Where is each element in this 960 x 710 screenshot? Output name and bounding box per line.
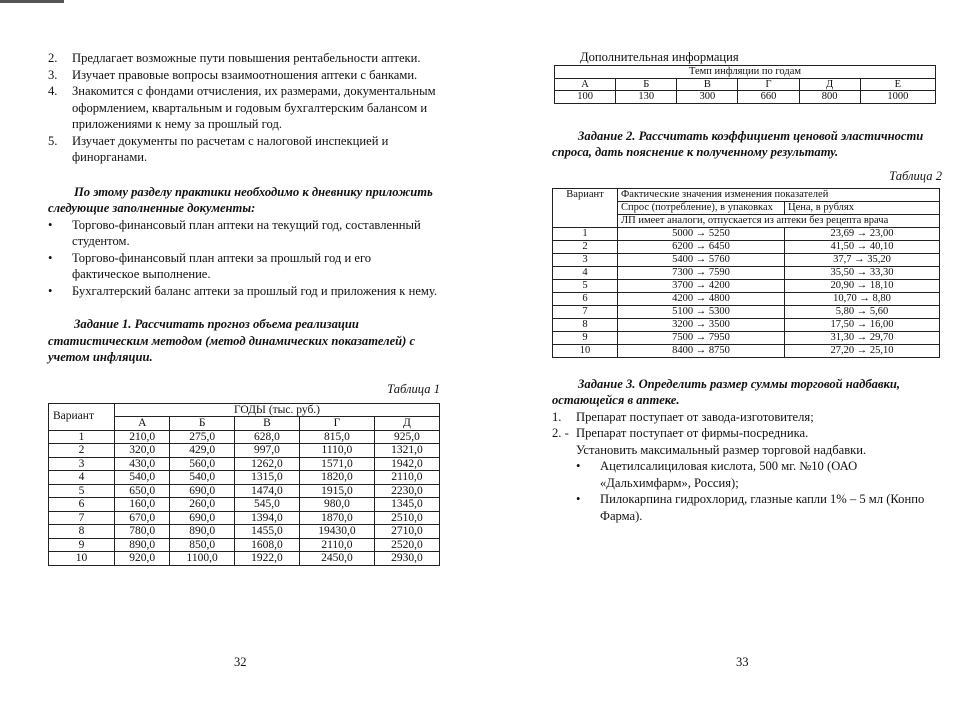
table2-variant-cell: 9 <box>553 331 618 344</box>
list-item <box>48 133 440 166</box>
table2-variant-cell: 7 <box>553 305 618 318</box>
table1-cell: 1321,0 <box>374 444 439 458</box>
table1-caption: Таблица 1 <box>387 381 440 396</box>
table1-cell: 1820,0 <box>300 471 375 485</box>
table2-demand-cell: 8400 → 8750 <box>618 344 785 357</box>
bullet-text: Торгово-финансовый план аптеки за прошлый год и его фактическое выполнение. <box>72 250 372 281</box>
table2-variant-cell: 10 <box>553 344 618 357</box>
inflation-value: 100 <box>555 91 616 104</box>
table1-cell: 650,0 <box>115 484 170 498</box>
table1-cell: 1870,0 <box>300 511 375 525</box>
table2-demand-cell: 3700 → 4200 <box>618 279 785 292</box>
list-item-number: 5. <box>48 133 58 148</box>
list-item <box>48 67 440 84</box>
table1-cell: 1942,0 <box>374 457 439 471</box>
inflation-value: 1000 <box>860 91 935 104</box>
list-item <box>552 425 942 442</box>
table-row <box>553 331 940 344</box>
table1-variant-cell: 3 <box>49 457 115 471</box>
table1-variant-cell: 2 <box>49 444 115 458</box>
table1-column-header: Б <box>170 417 234 431</box>
table-row <box>49 525 440 539</box>
task1-heading: Задание 1. Рассчитать прогноз объема реализации статистическим методом (метод динамических показателей) с учетом инфляции. <box>48 317 416 364</box>
table1-cell: 690,0 <box>170 484 234 498</box>
table2-variant-cell: 4 <box>553 266 618 279</box>
table-row <box>49 444 440 458</box>
table2-price-cell: 23,69 → 23,00 <box>785 227 940 240</box>
list-item-text: Знакомится с фондами отчисления, их размерами, документальным оформлением, квартальным и годовым бухгалтерским балансом и приложениями к нему за прошлый год. <box>72 84 436 131</box>
bullet-text: Торгово-финансовый план аптеки на текущий год, составленный студентом. <box>72 217 421 248</box>
table1-cell: 430,0 <box>115 457 170 471</box>
table1-cell: 1474,0 <box>234 484 299 498</box>
list-item <box>48 50 440 67</box>
table1-variant-header: Вариант <box>49 403 115 430</box>
table1-cell: 1100,0 <box>170 552 234 566</box>
list-item-text: Предлагает возможные пути повышения рентабельности аптеки. <box>72 51 421 65</box>
table1-cell: 545,0 <box>234 498 299 512</box>
table2-demand-cell: 4200 → 4800 <box>618 292 785 305</box>
table2-price-cell: 37,7 → 35,20 <box>785 253 940 266</box>
table-row <box>49 498 440 512</box>
table2-variant-cell: 2 <box>553 240 618 253</box>
section-heading: По этому разделу практики необходимо к дневнику приложить следующие заполненные документы: <box>48 184 433 215</box>
inflation-column-header: В <box>677 78 738 91</box>
list-item <box>552 409 942 426</box>
table1-variant-cell: 10 <box>49 552 115 566</box>
table1-variant-cell: 9 <box>49 538 115 552</box>
table-row <box>49 484 440 498</box>
table1-cell: 920,0 <box>115 552 170 566</box>
table1-cell: 2930,0 <box>374 552 439 566</box>
table2-demand-cell: 7300 → 7590 <box>618 266 785 279</box>
table2-demand-cell: 5400 → 5760 <box>618 253 785 266</box>
table1-cell: 275,0 <box>170 430 234 444</box>
list-item-number: 3. <box>48 67 58 82</box>
table2-note-row: ЛП имеет аналоги, отпускается из аптеки без рецепта врача <box>618 214 940 227</box>
table1-cell: 670,0 <box>115 511 170 525</box>
table2-price-cell: 41,50 → 40,10 <box>785 240 940 253</box>
table1-column-header: А <box>115 417 170 431</box>
table2-price-header: Цена, в рублях <box>785 201 940 214</box>
table2-price-cell: 10,70 → 8,80 <box>785 292 940 305</box>
table2-price-cell: 5,80 → 5,60 <box>785 305 940 318</box>
task2-heading: Задание 2. Рассчитать коэффициент ценовой эластичности спроса, дать пояснение к полученному результату. <box>552 128 924 159</box>
inflation-value: 800 <box>799 91 860 104</box>
table1-cell: 925,0 <box>374 430 439 444</box>
table1-cell: 320,0 <box>115 444 170 458</box>
table-row <box>553 318 940 331</box>
inflation-table <box>554 65 936 104</box>
bullet-item <box>48 217 440 250</box>
table1-cell: 2510,0 <box>374 511 439 525</box>
table1-variant-cell: 5 <box>49 484 115 498</box>
table2-price-cell: 31,30 → 29,70 <box>785 331 940 344</box>
table2-variant-cell: 8 <box>553 318 618 331</box>
table2-demand-cell: 6200 → 6450 <box>618 240 785 253</box>
inflation-column-header: Д <box>799 78 860 91</box>
bullet-text: Пилокарпина гидрохлорид, глазные капли 1% – 5 мл (Конпо Фарма). <box>600 492 925 523</box>
inflation-column-header: Г <box>738 78 799 91</box>
table2-variant-header: Вариант <box>553 188 618 227</box>
page-number-left: 32 <box>234 655 247 669</box>
task3-instruction: Установить максимальный размер торговой надбавки. <box>576 442 867 457</box>
table-row <box>553 344 940 357</box>
list-item-text: Изучает правовые вопросы взаимоотношения аптеки с банками. <box>72 67 418 82</box>
left-page <box>48 0 440 710</box>
table2-demand-header: Спрос (потребление), в упаковках <box>618 201 785 214</box>
list-item-text: Изучает документы по расчетам с налоговой инспекцией и финорганами. <box>72 133 389 164</box>
bullet-icon: • <box>576 459 581 473</box>
table1-cell: 160,0 <box>115 498 170 512</box>
list-item-text: Препарат поступает от фирмы-посредника. <box>576 426 809 440</box>
table1-cell: 260,0 <box>170 498 234 512</box>
table1-cell: 210,0 <box>115 430 170 444</box>
table2-price-cell: 17,50 → 16,00 <box>785 318 940 331</box>
bullet-item <box>576 491 942 524</box>
table1-cell: 628,0 <box>234 430 299 444</box>
table1-variant-cell: 6 <box>49 498 115 512</box>
table-row <box>49 430 440 444</box>
inflation-value: 660 <box>738 91 799 104</box>
table1-cell: 850,0 <box>170 538 234 552</box>
page-number-right: 33 <box>736 655 749 669</box>
table2-caption: Таблица 2 <box>889 168 942 183</box>
bullet-text: Ацетилсалициловая кислота, 500 мг. №10 (ОАО «Дальхимфарм», Россия); <box>600 459 858 490</box>
table1-cell: 2520,0 <box>374 538 439 552</box>
table-row <box>49 552 440 566</box>
table2-variant-cell: 6 <box>553 292 618 305</box>
table-row <box>49 511 440 525</box>
list-item-number: 4. <box>48 84 58 98</box>
table-row <box>553 227 940 240</box>
right-page <box>552 0 942 710</box>
table1-cell: 2710,0 <box>374 525 439 539</box>
inflation-column-header: А <box>555 78 616 91</box>
table2-demand-cell: 7500 → 7950 <box>618 331 785 344</box>
bullet-icon: • <box>48 283 53 298</box>
numbered-list <box>48 50 440 166</box>
task3-heading: Задание 3. Определить размер суммы торговой надбавки, остающейся в аптеке. <box>552 376 901 407</box>
table-row <box>553 305 940 318</box>
table1-variant-cell: 1 <box>49 430 115 444</box>
table1-cell: 780,0 <box>115 525 170 539</box>
table1-cell: 429,0 <box>170 444 234 458</box>
table1-variant-cell: 8 <box>49 525 115 539</box>
table1-cell: 1455,0 <box>234 525 299 539</box>
table1-cell: 980,0 <box>300 498 375 512</box>
table1-cell: 540,0 <box>170 471 234 485</box>
table2 <box>552 188 940 358</box>
table1-cell: 2450,0 <box>300 552 375 566</box>
table1-cell: 1110,0 <box>300 444 375 458</box>
table2-price-cell: 27,20 → 25,10 <box>785 344 940 357</box>
table1-cell: 2230,0 <box>374 484 439 498</box>
bullet-text: Бухгалтерский баланс аптеки за прошлый год и приложения к нему. <box>72 283 438 298</box>
table2-demand-cell: 5000 → 5250 <box>618 227 785 240</box>
table1-cell: 1345,0 <box>374 498 439 512</box>
table2-price-cell: 20,90 → 18,10 <box>785 279 940 292</box>
table1-cell: 1262,0 <box>234 457 299 471</box>
table-row <box>49 471 440 485</box>
table-row <box>553 279 940 292</box>
table1-cell: 690,0 <box>170 511 234 525</box>
table1-column-header: Г <box>300 417 375 431</box>
task3-list <box>552 409 942 442</box>
table1-cell: 997,0 <box>234 444 299 458</box>
table2-demand-cell: 3200 → 3500 <box>618 318 785 331</box>
table2-variant-cell: 1 <box>553 227 618 240</box>
list-item-text: Препарат поступает от завода-изготовителя; <box>576 409 814 424</box>
table-row <box>49 457 440 471</box>
bullet-item <box>48 250 440 283</box>
list-item <box>48 83 440 133</box>
table1-cell: 815,0 <box>300 430 375 444</box>
table1-cell: 1922,0 <box>234 552 299 566</box>
info-title: Дополнительная информация <box>580 50 739 64</box>
inflation-column-header: Е <box>860 78 935 91</box>
inflation-value: 130 <box>616 91 677 104</box>
bullet-item <box>48 283 440 300</box>
table2-variant-cell: 3 <box>553 253 618 266</box>
table-row <box>553 253 940 266</box>
table1-cell: 890,0 <box>170 525 234 539</box>
table1-cell: 19430,0 <box>300 525 375 539</box>
table1-cell: 2110,0 <box>300 538 375 552</box>
inflation-value: 300 <box>677 91 738 104</box>
table1-cell: 1915,0 <box>300 484 375 498</box>
table-row <box>553 292 940 305</box>
table1-group-header: ГОДЫ (тыс. руб.) <box>115 403 440 417</box>
table2-price-cell: 35,50 → 33,30 <box>785 266 940 279</box>
table-row <box>553 240 940 253</box>
list-item-number: 2. <box>48 51 58 65</box>
bullet-list <box>48 217 440 300</box>
table1-cell: 1315,0 <box>234 471 299 485</box>
table-row <box>553 266 940 279</box>
table1-column-header: Д <box>374 417 439 431</box>
table1-column-header: В <box>234 417 299 431</box>
table2-demand-cell: 5100 → 5300 <box>618 305 785 318</box>
bullet-icon: • <box>48 250 53 265</box>
table1-cell: 1571,0 <box>300 457 375 471</box>
table1-variant-cell: 4 <box>49 471 115 485</box>
bullet-icon: • <box>576 492 581 506</box>
table1-cell: 540,0 <box>115 471 170 485</box>
list-item-number: 2. - <box>552 426 569 440</box>
table1-variant-cell: 7 <box>49 511 115 525</box>
table-row <box>49 538 440 552</box>
table2-variant-cell: 5 <box>553 279 618 292</box>
table1 <box>48 403 440 566</box>
table1-cell: 560,0 <box>170 457 234 471</box>
table1-cell: 2110,0 <box>374 471 439 485</box>
inflation-table-title: Темп инфляции по годам <box>555 66 936 79</box>
list-item-number: 1. <box>552 409 562 424</box>
table1-cell: 1394,0 <box>234 511 299 525</box>
bullet-item <box>576 458 942 491</box>
table2-group-header: Фактические значения изменения показателей <box>618 188 940 201</box>
bullet-icon: • <box>48 217 53 232</box>
inflation-column-header: Б <box>616 78 677 91</box>
table1-cell: 890,0 <box>115 538 170 552</box>
table1-cell: 1608,0 <box>234 538 299 552</box>
task3-bullets <box>552 458 942 524</box>
